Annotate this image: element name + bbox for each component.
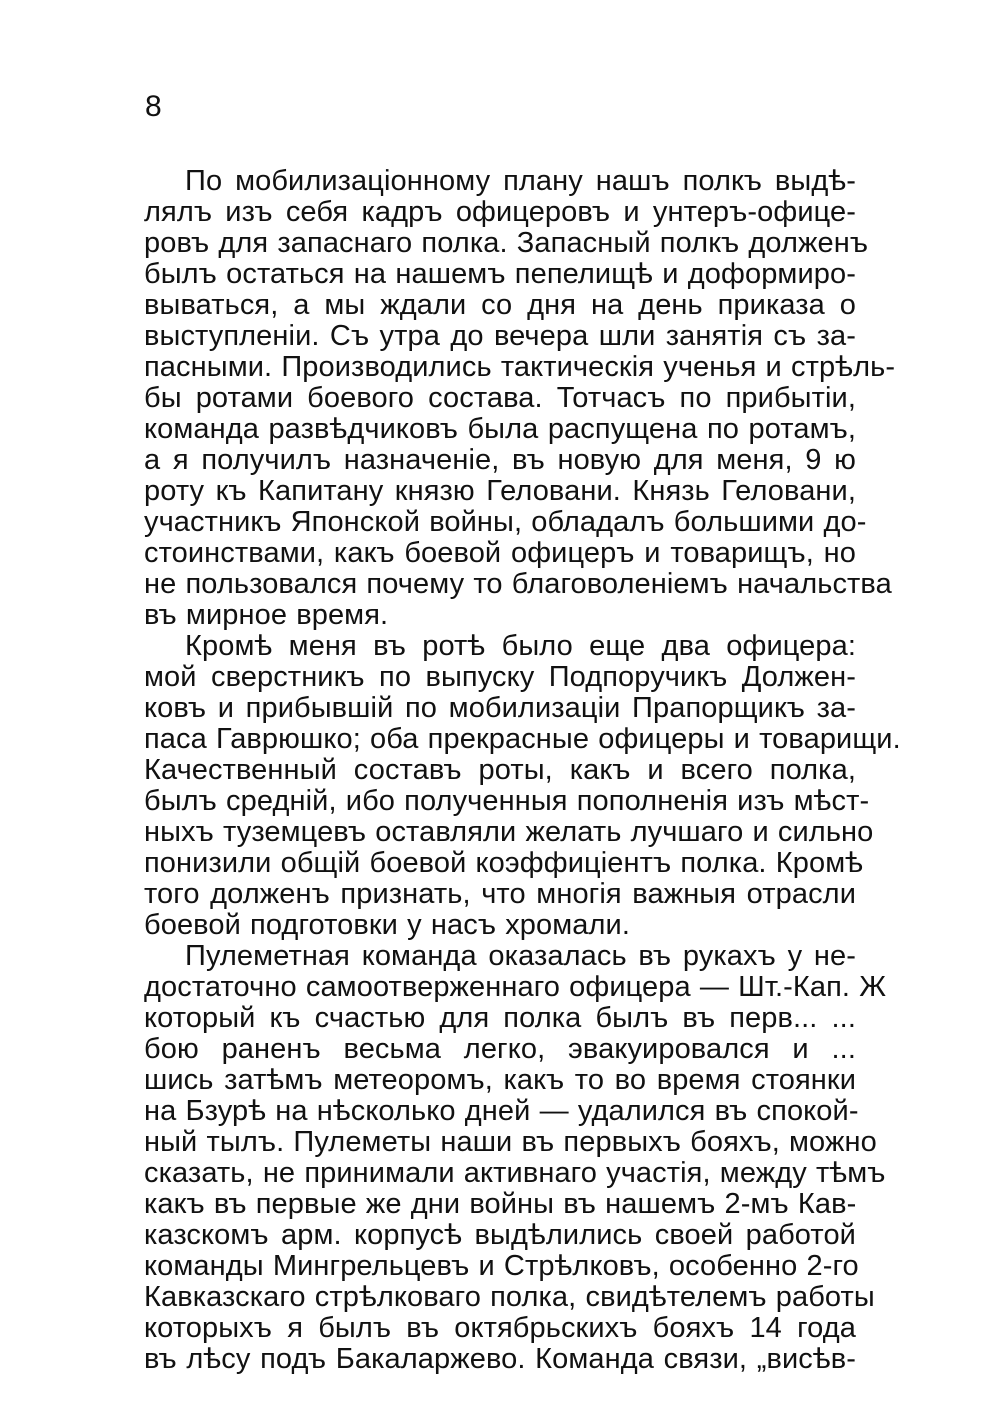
text-line: Кромѣ меня въ ротѣ было еще два офицера:	[185, 630, 856, 662]
text-line: въ лѣсу подъ Бакаларжево. Команда связи, „висѣв-	[144, 1343, 856, 1375]
text-line: а я получилъ назначеніе, въ новую для меня, 9 ю	[144, 444, 856, 476]
text-line: лялъ изъ себя кадръ офицеровъ и унтеръ-офице-	[144, 196, 856, 228]
text-line: былъ средній, ибо полученныя пополненія изъ мѣст-	[144, 785, 870, 817]
text-line: мой сверстникъ по выпуску Подпоручикъ Должен-	[144, 661, 856, 693]
text-line: вываться, а мы ждали со дня на день приказа о	[144, 289, 856, 321]
text-line: достаточно самоотверженнаго офицера — Шт.-Кап. Ж	[144, 971, 887, 1003]
body-text	[144, 165, 901, 1375]
text-line: былъ остаться на нашемъ пепелищѣ и доформиро-	[144, 258, 856, 290]
text-line: сказать, не принимали активнаго участія, между тѣмъ	[144, 1157, 886, 1189]
text-line: въ мирное время.	[144, 599, 389, 631]
text-line: понизили общій боевой коэффиціентъ полка. Кромѣ	[144, 847, 864, 879]
page-number: 8	[145, 90, 162, 123]
text-line: стоинствами, какъ боевой офицеръ и товарищъ, но	[144, 537, 856, 569]
text-line: который къ счастью для полка былъ въ перв... ...	[144, 1002, 856, 1034]
text-line: Пулеметная команда оказалась въ рукахъ у не-	[185, 940, 856, 972]
text-line: шись затѣмъ метеоромъ, какъ то во время стоянки	[144, 1064, 856, 1096]
text-line: пасными. Производились тактическія ученья и стрѣль-	[144, 351, 896, 383]
text-line: ковъ и прибывшій по мобилизаціи Прапорщикъ за-	[144, 692, 856, 724]
text-line: того долженъ признать, что многія важныя отрасли	[144, 878, 856, 910]
text-line: боевой подготовки у насъ хромали.	[144, 909, 630, 941]
text-line: Качественный составъ роты, какъ и всего полка,	[144, 754, 856, 786]
text-line: паса Гаврюшко; оба прекрасные офицеры и товарищи.	[144, 723, 901, 755]
text-line: которыхъ я былъ въ октябрьскихъ бояхъ 14 года	[144, 1312, 856, 1344]
text-line: ный тылъ. Пулеметы наши въ первыхъ бояхъ, можно	[144, 1126, 877, 1158]
text-line: команда развѣдчиковъ была распущена по ротамъ,	[144, 413, 856, 445]
text-line: казскомъ арм. корпусѣ выдѣлились своей работой	[144, 1219, 856, 1251]
text-line: ровъ для запаснаго полка. Запасный полкъ долженъ	[144, 227, 869, 259]
text-line: роту къ Капитану князю Геловани. Князь Геловани,	[144, 475, 856, 507]
text-line: Кавказскаго стрѣлковаго полка, свидѣтелемъ работы	[144, 1281, 875, 1313]
text-line: По мобилизаціонному плану нашъ полкъ выдѣ-	[185, 165, 856, 197]
text-line: не пользовался почему то благоволеніемъ начальства	[144, 568, 892, 600]
text-line: бою раненъ весьма легко, эвакуировался и ...	[144, 1033, 856, 1065]
text-line: на Бзурѣ на нѣсколько дней — удалился въ спокой-	[144, 1095, 859, 1127]
text-line: выступленіи. Съ утра до вечера шли занятія съ за-	[144, 320, 856, 352]
text-line: участникъ Японской войны, обладалъ большими до-	[144, 506, 867, 538]
text-line: команды Мингрельцевъ и Стрѣлковъ, особенно 2-го	[144, 1250, 859, 1282]
text-line: какъ въ первые же дни войны въ нашемъ 2-мъ Кав-	[144, 1188, 857, 1220]
text-line: бы ротами боевого состава. Тотчасъ по прибытіи,	[144, 382, 856, 414]
text-line: ныхъ туземцевъ оставляли желать лучшаго и сильно	[144, 816, 874, 848]
